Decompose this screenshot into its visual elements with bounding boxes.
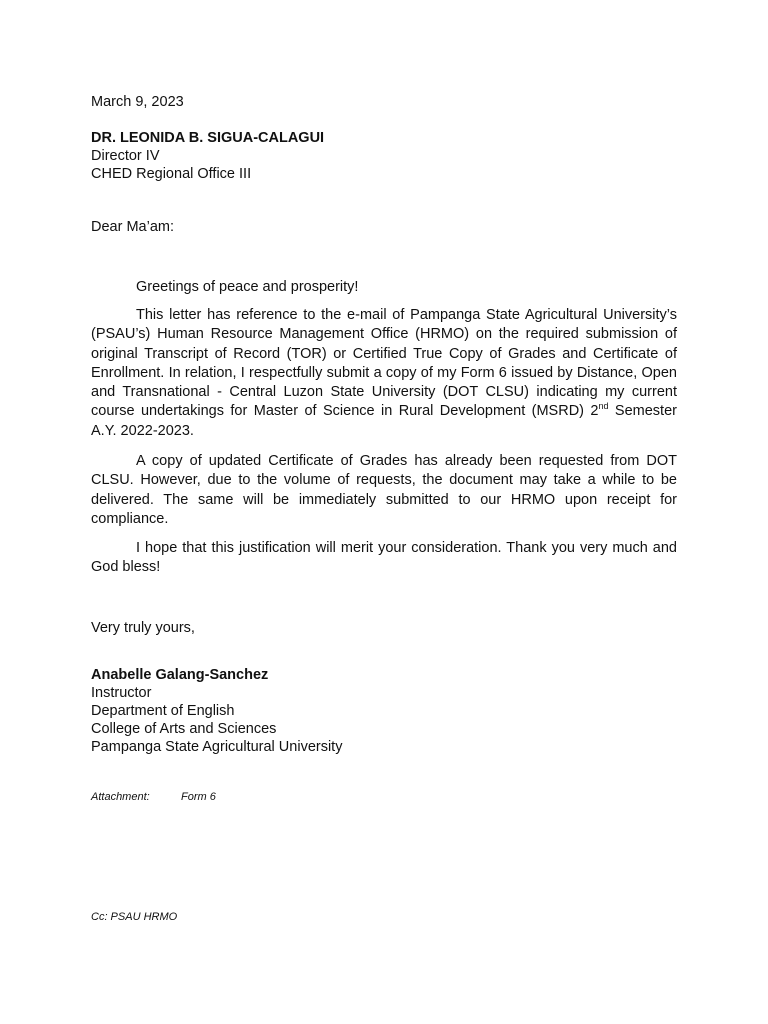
greeting-line: Greetings of peace and prosperity! <box>136 279 359 295</box>
recipient-title: Director IV <box>91 148 160 164</box>
signatory-university: Pampanga State Agricultural University <box>91 739 343 755</box>
recipient-name: DR. LEONIDA B. SIGUA-CALAGUI <box>91 130 325 146</box>
signatory-name: Anabelle Galang-Sanchez <box>91 667 269 683</box>
attachment-label: Attachment: <box>91 791 150 803</box>
paragraph-1-tail: Semester A.Y. 2022-2023. <box>91 403 677 439</box>
salutation: Dear Ma’am: <box>91 219 174 235</box>
cc-line: Cc: PSAU HRMO <box>91 911 178 923</box>
signatory-college: College of Arts and Sciences <box>91 721 277 737</box>
signatory-position: Instructor <box>91 685 152 701</box>
body-paragraph-2: A copy of updated Certificate of Grades has already been requested from DOT CLSU. However, due to the volume of requests, the document may take a while to be delivered. The same will be immediately submitted to our HRMO upon receipt for compliance. <box>91 453 677 527</box>
recipient-office: CHED Regional Office III <box>91 166 252 182</box>
body-paragraph-1 <box>91 306 677 441</box>
letter-date: March 9, 2023 <box>91 94 184 110</box>
body-paragraph-3: I hope that this justification will merit your consideration. Thank you very much and God bless! <box>91 540 677 576</box>
ordinal-suffix: nd <box>598 401 609 412</box>
attachment-value: Form 6 <box>181 791 216 803</box>
paragraph-1-text: This letter has reference to the e-mail of Pampanga State Agricultural University’s (PSAU’s) Human Resource Management Office (HRMO) on the required submission of original Transcript of Record (TOR) or Certified True Copy of Grades and Certificate of Enrollment. In relation, I respectfully submit a copy of my Form 6 issued by Distance, Open and Transnational - Central Luzon State University (DOT CLSU) indicating my current course undertakings for Master of Science in Rural Development (MSRD) 2 <box>91 307 677 420</box>
signatory-department: Department of English <box>91 703 235 719</box>
closing: Very truly yours, <box>91 620 195 636</box>
